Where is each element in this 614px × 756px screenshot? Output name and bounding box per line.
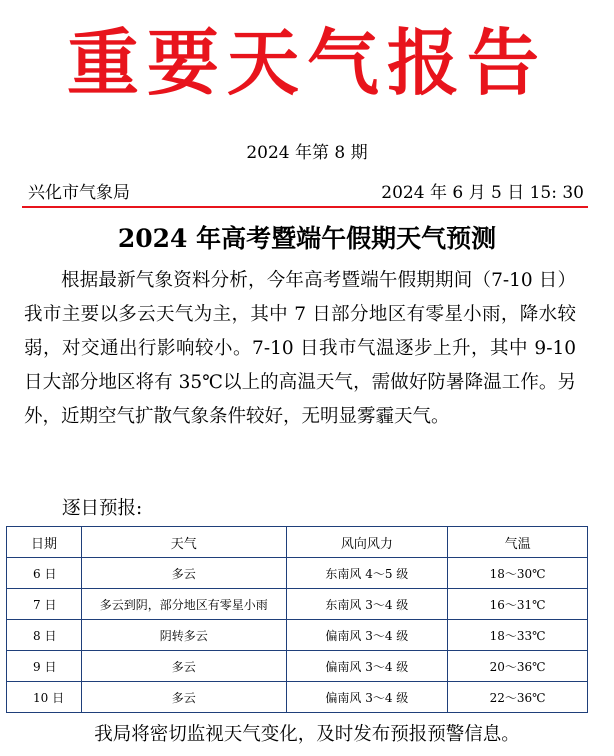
cell-date: 7 日 [7,589,82,620]
cell-weather: 多云 [81,651,286,682]
cell-date: 9 日 [7,651,82,682]
cell-date: 10 日 [7,682,82,713]
daily-forecast-title: 逐日预报: [62,498,143,519]
table-row [7,651,588,682]
header-wind: 风向风力 [286,527,448,558]
cell-weather: 多云 [81,682,286,713]
cell-temperature: 20～36℃ [448,651,588,682]
table-header-row [7,527,588,558]
table-row [7,589,588,620]
table-row [7,558,588,589]
red-divider [22,206,588,208]
cell-weather: 多云 [81,558,286,589]
footer-note: 我局将密切监视天气变化，及时发布预报预警信息。 [94,724,520,745]
cell-wind: 偏南风 3～4 级 [286,682,448,713]
daily-forecast-table [6,526,588,713]
issue-number: 2024 年第 8 期 [246,143,368,163]
headline: 2024 年高考暨端午假期天气预测 [117,224,497,253]
issue-time: 2024 年 6 月 5 日 15: 30 [381,183,584,203]
cell-temperature: 18～33℃ [448,620,588,651]
header-date: 日期 [7,527,82,558]
cell-temperature: 18～30℃ [448,558,588,589]
header-weather: 天气 [81,527,286,558]
cell-temperature: 22～36℃ [448,682,588,713]
table-row [7,682,588,713]
header-temperature: 气温 [448,527,588,558]
forecast-body-text: 根据最新气象资料分析，今年高考暨端午假期期间（7-10 日）我市主要以多云天气为主，其中 7 日部分地区有零星小雨，降水较弱，对交通出行影响较小。7-10 日我市气温逐步上升，其中 9-10 日大部分地区将有 35℃以上的高温天气，需做好防暑降温工作。另外，近期空气扩散气象条件较好，无明显雾霾天气。 [24,270,576,427]
cell-wind: 东南风 4～5 级 [286,558,448,589]
cell-date: 8 日 [7,620,82,651]
cell-date: 6 日 [7,558,82,589]
cell-wind: 偏南风 3～4 级 [286,651,448,682]
cell-weather: 多云到阴，部分地区有零星小雨 [81,589,286,620]
issuer-row [28,178,584,203]
issuer-name: 兴化市气象局 [28,183,130,203]
table-row [7,620,588,651]
cell-temperature: 16～31℃ [448,589,588,620]
cell-wind: 偏南风 3～4 级 [286,620,448,651]
cell-weather: 阴转多云 [81,620,286,651]
cell-wind: 东南风 3～4 级 [286,589,448,620]
report-banner-title: 重要天气报告 [66,20,547,105]
